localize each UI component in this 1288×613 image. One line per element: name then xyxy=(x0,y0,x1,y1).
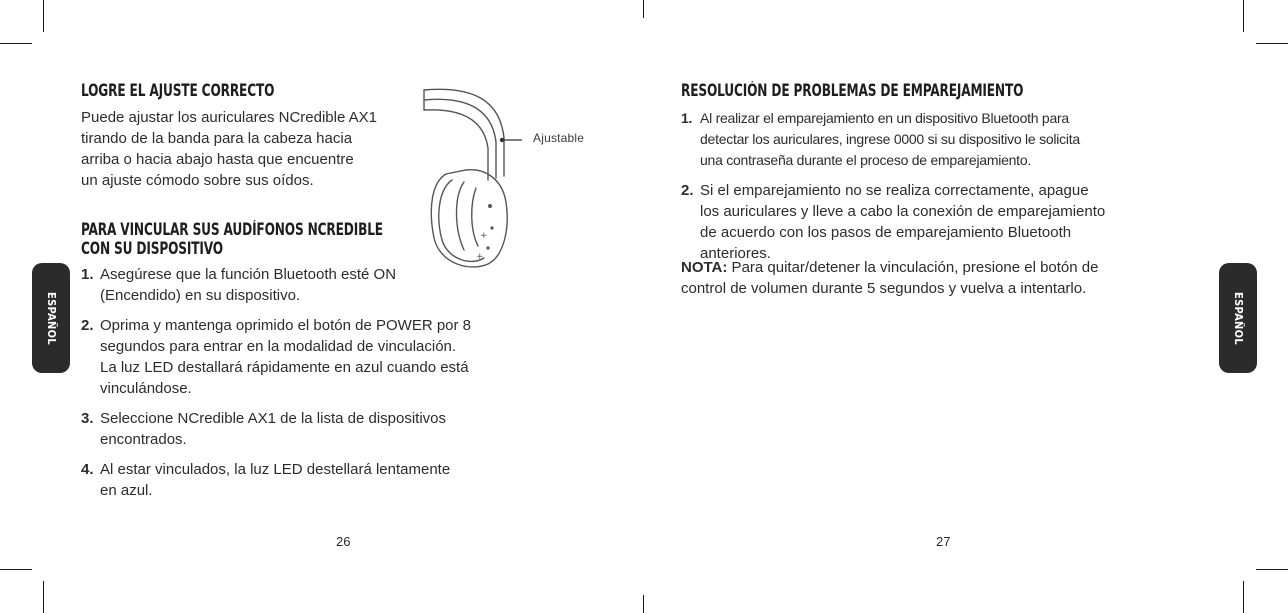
headphones-icon xyxy=(418,78,528,274)
adjustable-callout: Ajustable xyxy=(533,131,585,145)
step-line: de acuerdo con los pasos de emparejamiento Bluetooth xyxy=(700,224,1072,241)
side-tab-label: ESPAÑOL xyxy=(44,291,58,345)
step-number: 4. xyxy=(81,461,94,478)
svg-text:+: + xyxy=(476,252,484,262)
step-line: Oprima y mantenga oprimido el botón de POWER por 8 xyxy=(100,317,472,334)
paragraph-line: arriba o hacia abajo hasta que encuentre xyxy=(81,151,354,168)
list-item xyxy=(81,408,521,450)
crop-mark xyxy=(1243,0,1244,32)
crop-mark xyxy=(643,0,644,18)
page-number-right: 27 xyxy=(936,534,951,549)
heading-line: CON SU DISPOSITIVO xyxy=(81,239,223,258)
svg-text:+: + xyxy=(480,231,488,241)
list-item xyxy=(81,315,521,399)
pairing-steps-list xyxy=(81,264,521,510)
step-line: los auriculares y lleve a cabo la conexión de emparejamiento xyxy=(700,203,1106,220)
step-line: encontrados. xyxy=(100,431,187,448)
crop-mark xyxy=(1243,581,1244,613)
list-item xyxy=(681,108,1151,171)
step-number: 1. xyxy=(81,266,94,283)
side-tab-left xyxy=(32,263,70,373)
paragraph-line: Puede ajustar los auriculares NCredible AX1 xyxy=(81,109,377,126)
section-heading-troubleshooting: RESOLUCIÓN DE PROBLEMAS DE EMPAREJAMIENTO xyxy=(681,81,1024,100)
note-label: NOTA: xyxy=(681,259,728,276)
crop-mark xyxy=(43,581,44,613)
step-number: 2. xyxy=(681,182,694,199)
crop-mark xyxy=(0,569,32,570)
crop-mark xyxy=(1256,569,1288,570)
fit-paragraph xyxy=(81,107,411,191)
step-line: (Encendido) en su dispositivo. xyxy=(100,287,301,304)
note-line xyxy=(681,257,1161,278)
crop-mark xyxy=(1256,43,1288,44)
crop-mark xyxy=(643,595,644,613)
step-line: Al estar vinculados, la luz LED destellará lentamente xyxy=(100,461,451,478)
paragraph-line: un ajuste cómodo sobre sus oídos. xyxy=(81,172,314,189)
section-heading-fit: LOGRE EL AJUSTE CORRECTO xyxy=(81,81,275,100)
step-line: Si el emparejamiento no se realiza correctamente, apague xyxy=(700,182,1089,199)
note-text: Para quitar/detener la vinculación, presione el botón de xyxy=(727,259,1099,276)
note-paragraph xyxy=(681,257,1161,299)
list-item xyxy=(81,264,521,306)
crop-mark xyxy=(43,0,44,32)
step-line: anteriores. xyxy=(700,245,771,262)
section-heading-pairing xyxy=(81,220,383,258)
crop-mark xyxy=(0,43,32,44)
step-line: en azul. xyxy=(100,482,153,499)
step-number: 2. xyxy=(81,317,94,334)
heading-line: PARA VINCULAR SUS AUDÍFONOS NCREDIBLE xyxy=(81,220,383,239)
step-line: detectar los auriculares, ingrese 0000 si su dispositivo le solicita xyxy=(700,131,1080,147)
side-tab-right xyxy=(1219,263,1257,373)
step-line: Al realizar el emparejamiento en un dispositivo Bluetooth para xyxy=(700,110,1069,126)
step-line: Asegúrese que la función Bluetooth esté ON xyxy=(100,266,397,283)
step-number: 1. xyxy=(681,110,693,126)
step-line: Seleccione NCredible AX1 de la lista de dispositivos xyxy=(100,410,447,427)
note-line: control de volumen durante 5 segundos y vuelva a intentarlo. xyxy=(681,280,1087,297)
list-item xyxy=(681,180,1151,264)
step-line: La luz LED destallará rápidamente en azul cuando está xyxy=(100,359,469,376)
step-line: una contraseña durante el proceso de emparejamiento. xyxy=(700,152,1031,168)
troubleshooting-steps-list xyxy=(681,108,1151,273)
list-item xyxy=(81,459,521,501)
step-line: vinculándose. xyxy=(100,380,192,397)
side-tab-label: ESPAÑOL xyxy=(1231,291,1245,345)
step-line: segundos para entrar en la modalidad de vinculación. xyxy=(100,338,457,355)
step-number: 3. xyxy=(81,410,94,427)
page-number-left: 26 xyxy=(336,534,351,549)
paragraph-line: tirando de la banda para la cabeza hacia xyxy=(81,130,353,147)
